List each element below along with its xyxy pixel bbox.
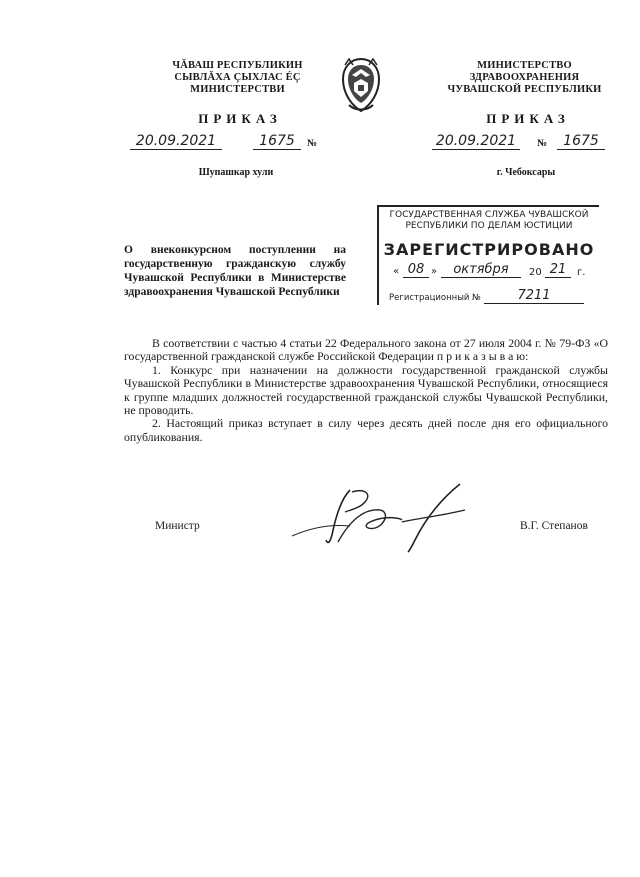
right-date: 20.09.2021 xyxy=(432,133,520,150)
left-header-line3: МИНИСТЕРСТВИ xyxy=(190,84,285,95)
right-date-row xyxy=(432,133,632,153)
left-prikaz-title: ПРИКАЗ xyxy=(198,111,282,126)
stamp-reg-label: Регистрационный № xyxy=(389,293,481,303)
stamp-year-unit: г. xyxy=(577,267,586,278)
signatory-position: Министр xyxy=(155,520,200,532)
stamp-quote-open: « xyxy=(393,266,400,277)
body-paragraph-2: 1. Конкурс при назначении на должности государственной гражданской службы Чувашской Республики в Министерстве здравоохранения Чувашской Республики, относящиеся к группе младших должностей государственной гражданской службы Чувашской Республики, не проводить. xyxy=(124,362,608,418)
right-number-sign: № xyxy=(537,138,548,149)
left-header-line2: СЫВЛĂХА ÇЫХЛАС ÉÇ xyxy=(174,72,301,83)
right-header-line2: ЗДРАВООХРАНЕНИЯ xyxy=(469,72,580,83)
left-number-sign: № xyxy=(307,138,318,149)
order-body xyxy=(124,337,608,444)
chuvash-emblem-icon xyxy=(339,55,383,115)
right-prikaz-title: ПРИКАЗ xyxy=(486,111,570,126)
stamp-day: 08 xyxy=(403,262,429,278)
stamp-date-row xyxy=(379,262,599,282)
handwritten-signature xyxy=(290,480,470,555)
registration-stamp xyxy=(377,205,599,305)
right-header xyxy=(432,60,617,96)
stamp-line2: РЕСПУБЛИКИ ПО ДЕЛАМ ЮСТИЦИИ xyxy=(405,221,573,231)
stamp-reg-row xyxy=(379,288,599,306)
left-place: Шупашкар хули xyxy=(198,167,274,178)
left-header xyxy=(150,60,325,96)
stamp-month: октября xyxy=(441,262,521,278)
stamp-line1: ГОСУДАРСТВЕННАЯ СЛУЖБА ЧУВАШСКОЙ xyxy=(389,210,589,220)
stamp-quote-close: » xyxy=(431,266,438,277)
right-header-line3: ЧУВАШСКОЙ РЕСПУБЛИКИ xyxy=(447,84,602,95)
left-date-row xyxy=(130,133,330,153)
body-paragraph-3: 2. Настоящий приказ вступает в силу через десять дней после дня его официального опубликования. xyxy=(124,416,608,444)
emblem xyxy=(339,55,383,115)
right-place: г. Чебоксары xyxy=(496,167,556,178)
stamp-registered: ЗАРЕГИСТРИРОВАНО xyxy=(383,240,595,259)
left-date: 20.09.2021 xyxy=(130,133,222,150)
left-number: 1675 xyxy=(253,133,301,150)
order-subject: О внеконкурсном поступлении на государственную гражданскую службу Чувашской Республики в Министерстве здравоохранения Чувашской Республики xyxy=(124,244,346,298)
left-header-line1: ЧĂВАШ РЕСПУБЛИКИН xyxy=(172,60,303,71)
signature-icon xyxy=(290,480,470,555)
signatory-name: В.Г. Степанов xyxy=(520,520,588,532)
right-header-line1: МИНИСТЕРСТВО xyxy=(477,60,572,71)
stamp-year-prefix: 20 xyxy=(529,267,542,278)
body-paragraph-1: В соответствии с частью 4 статьи 22 Федерального закона от 27 июля 2004 г. № 79-ФЗ «О государственной гражданской службе Российской Федерации п р и к а з ы в а ю: xyxy=(124,336,608,364)
stamp-reg-number: 7211 xyxy=(484,288,584,304)
stamp-year-suffix: 21 xyxy=(545,262,571,278)
right-number: 1675 xyxy=(557,133,605,150)
